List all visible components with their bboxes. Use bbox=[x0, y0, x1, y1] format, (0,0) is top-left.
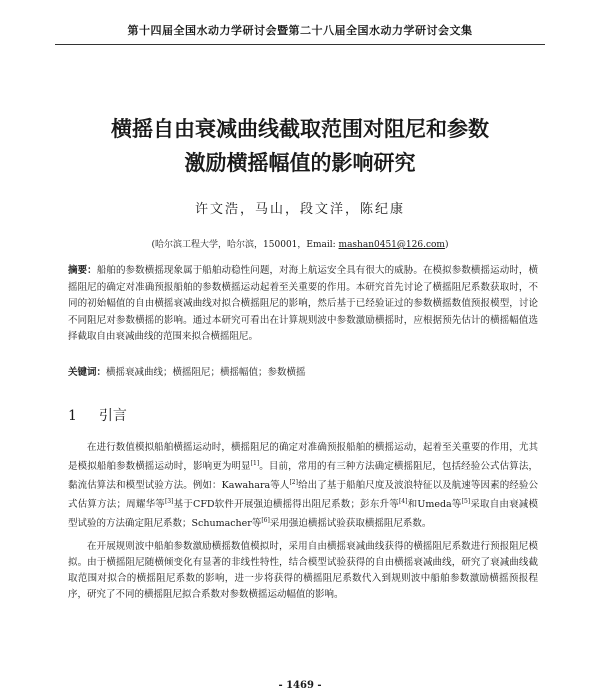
section-heading bbox=[68, 405, 127, 425]
abstract-label: 摘要： bbox=[68, 265, 97, 276]
paper-title bbox=[50, 112, 550, 180]
section-number: 1 bbox=[68, 408, 77, 424]
email-link[interactable]: mashan0451@126.com bbox=[338, 240, 445, 250]
affiliation-prefix: (哈尔滨工程大学，哈尔滨，150001，Email: bbox=[151, 240, 339, 250]
paragraph-2: 在开展规则波中船舶参数激励横摇数值模拟时，采用自由横摇衰减曲线获得的横摇阻尼系数进行预报阻尼模拟。由于横摇阻尼随横倾变化有显著的非线性特性，结合模型试验获得的自由横摇衰减曲线，研究了衰减曲线截取范围对拟合的横摇阻尼系数的影响，进一步将获得的横摇阻尼系数代入到规则波中船舶参数激励横摇预报程序，研究了不同的横摇阻尼拟合系数对参数横摇运动幅值的影响。 bbox=[68, 540, 538, 600]
keywords-text: 横摇衰减曲线；横摇阻尼；横摇幅值；参数横摇 bbox=[106, 367, 306, 378]
citation[interactable]: [4] bbox=[398, 498, 408, 506]
authors: 许文浩，马山，段文洋，陈纪康 bbox=[194, 202, 405, 217]
section-title: 引言 bbox=[98, 408, 127, 424]
title-line-1: 横摇自由衰减曲线截取范围对阻尼和参数 bbox=[111, 117, 489, 141]
body-text bbox=[68, 440, 538, 609]
citation[interactable]: [5] bbox=[461, 498, 471, 506]
citation[interactable]: [1] bbox=[250, 460, 260, 467]
page-number: - 1469 - bbox=[278, 680, 322, 691]
abstract-text: 船舶的参数横摇现象属于船舶动稳性问题，对海上航运安全具有很大的威胁。在模拟参数横摇运动时，横摇阻尼的确定对准确预报船舶的参数横摇运动起着至关重要的作用。本研究首先讨论了横摇阻尼系数获取时，不同的初始幅值的自由横摇衰减曲线对拟合横摇阻尼的影响，然后基于已经验证过的参数横摇数值预报模型，讨论不同阻尼对参数横摇的影响。通过本研究可看出在计算规则波中参数激励横摇时，应根据预先估计的横摇幅值选择截取自由衰减曲线的范围来拟合横摇阻尼。 bbox=[68, 265, 538, 342]
keywords-label: 关键词： bbox=[68, 367, 107, 378]
affiliation bbox=[50, 237, 550, 250]
abstract bbox=[68, 263, 538, 346]
header-rule bbox=[55, 44, 545, 45]
citation[interactable]: [6] bbox=[261, 517, 270, 525]
title-line-2: 激励横摇幅值的影响研究 bbox=[184, 151, 416, 175]
affiliation-suffix: ) bbox=[444, 240, 449, 250]
citation[interactable]: [3] bbox=[164, 498, 174, 506]
keywords bbox=[68, 364, 538, 378]
paragraph-1: 在进行数值模拟船舶横摇运动时，横摇阻尼的确定对准确预报船舶的横摇运动，起着至关重要的作用，尤其是模拟船舶参数横摇运动时，影响更为明显[1]。目前，常用的有三种方法确定横摇阻尼，包括经验公式估算法，黏流估算法和模型试验方法。例如：Kawahara等人[2]给出了基于船舶尺度及波浪特征以及航速等因素的经验公式估算方法；周耀华等[3]基于CFD软件开展强迫横摇得出阻尼系数；彭东升等[4]和Umeda等[5]采取自由衰减模型试验的方法确定阻尼系数；Schumacher等[6]采用强迫横摇试验获取横摇阻尼系数。 bbox=[68, 442, 538, 530]
running-head: 第十四届全国水动力学研讨会暨第二十八届全国水动力学研讨会文集 bbox=[127, 24, 473, 37]
citation[interactable]: [2] bbox=[289, 479, 298, 487]
